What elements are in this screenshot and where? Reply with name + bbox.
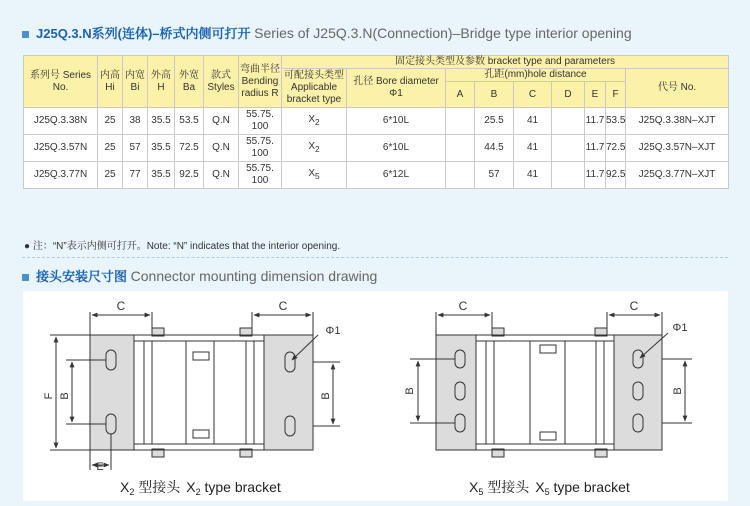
cell-e: 11.7 (585, 108, 606, 135)
cell-bracket (282, 162, 347, 189)
cell-bracket (282, 135, 347, 162)
cell-e: 11.7 (585, 135, 606, 162)
header-inner-width: 内宽 Bi (123, 56, 148, 108)
x2-label-e: E (96, 461, 104, 473)
cell-style: Q.N (204, 162, 239, 189)
header-col-d: D (552, 82, 585, 108)
cell-f: 92.5 (606, 162, 626, 189)
cell-bore: 6*10L (347, 108, 446, 135)
cell-code: J25Q.3.77N–XJT (626, 162, 729, 189)
cell-radius: 55.75. 100 (239, 135, 282, 162)
cell-e: 11.7 (585, 162, 606, 189)
x5-label-c-left: C (458, 299, 468, 313)
cell-code: J25Q.3.38N–XJT (626, 108, 729, 135)
x2-bracket-drawing (50, 312, 340, 470)
table-row (24, 162, 729, 189)
cell-b: 44.5 (475, 135, 514, 162)
cell-c: 41 (514, 108, 552, 135)
caption-en: type bracket (549, 479, 630, 495)
cell-radius: 55.75. 100 (239, 108, 282, 135)
cell-d (552, 162, 585, 189)
caption-sub: 5 (478, 487, 484, 497)
header-hole-distance: 孔距(mm)hole distance (446, 69, 626, 82)
bullet-icon (22, 274, 29, 281)
cell-f: 53.5 (606, 108, 626, 135)
section-title-en: Connector mounting dimension drawing (130, 268, 378, 284)
section-title-en: Series of J25Q.3.N(Connection)–Bridge type interior opening (254, 25, 632, 41)
cell-c: 41 (514, 162, 552, 189)
header-col-f: F (606, 82, 626, 108)
cell-b: 57 (475, 162, 514, 189)
cell-d (552, 108, 585, 135)
spec-table (23, 55, 729, 189)
table-note: ● 注：“N”表示内侧可打开。Note: “N” indicates that the interior opening. (24, 241, 341, 252)
cell-outer-width: 53.5 (175, 108, 204, 135)
section-title-specs (22, 23, 632, 42)
section-divider (22, 257, 728, 258)
section-title-cn: J25Q.3.N系列(连体)–桥式内侧可打开 (36, 26, 251, 41)
x5-label-phi: Φ1 (672, 322, 688, 334)
caption-cn: 型接头 (483, 479, 530, 495)
x5-label-c-right: C (629, 299, 639, 313)
x2-label-b-right: B (320, 392, 332, 400)
x5-label-b-left: B (404, 387, 416, 395)
section-title-drawing (22, 266, 377, 285)
bracket-subscript: 5 (315, 171, 320, 181)
header-col-e: E (585, 82, 606, 108)
x2-label-c-left: C (116, 299, 126, 313)
x2-label-b-left: B (59, 392, 71, 400)
cell-a (446, 162, 475, 189)
table-row (24, 108, 729, 135)
cell-inner-width: 77 (123, 162, 148, 189)
cell-c: 41 (514, 135, 552, 162)
cell-radius: 55.75. 100 (239, 162, 282, 189)
cell-a (446, 108, 475, 135)
header-styles: 款式 Styles (204, 56, 239, 108)
caption-sub-en: 5 (544, 487, 550, 497)
cell-inner-height: 25 (98, 108, 123, 135)
x2-caption (120, 479, 281, 497)
header-col-c: C (514, 82, 552, 108)
caption-sub: 2 (129, 487, 135, 497)
cell-series: J25Q.3.57N (24, 135, 98, 162)
cell-style: Q.N (204, 108, 239, 135)
drawing-canvas (23, 291, 728, 501)
header-col-a: A (446, 82, 475, 108)
drawing-panel (23, 291, 728, 501)
cell-inner-height: 25 (98, 162, 123, 189)
header-bore: 孔径 Bore diameter Φ1 (347, 69, 446, 108)
x2-label-phi: Φ1 (325, 325, 341, 337)
cell-f: 72.5 (606, 135, 626, 162)
cell-series: J25Q.3.77N (24, 162, 98, 189)
bracket-letter: X (308, 114, 316, 125)
caption-sub-en: 2 (195, 487, 201, 497)
caption-x-en: X (535, 479, 545, 495)
bracket-subscript: 2 (315, 144, 320, 154)
cell-inner-width: 38 (123, 108, 148, 135)
cell-bracket (282, 108, 347, 135)
bullet-icon (22, 31, 29, 38)
header-applicable-bracket: 可配接头类型 Applicable bracket type (282, 69, 347, 108)
section-title-cn: 接头安装尺寸图 (36, 269, 128, 284)
cell-outer-height: 35.5 (148, 162, 175, 189)
cell-bore: 6*12L (347, 162, 446, 189)
caption-cn: 型接头 (134, 479, 181, 495)
x5-caption (469, 479, 630, 497)
cell-outer-width: 92.5 (175, 162, 204, 189)
header-col-b: B (475, 82, 514, 108)
cell-code: J25Q.3.57N–XJT (626, 135, 729, 162)
header-bending-radius: 弯曲半径 Bending radius R (239, 56, 282, 108)
header-code: 代号 No. (626, 69, 729, 108)
cell-d (552, 135, 585, 162)
cell-style: Q.N (204, 135, 239, 162)
cell-outer-height: 35.5 (148, 135, 175, 162)
x2-label-f: F (43, 392, 55, 400)
bracket-letter: X (308, 141, 316, 152)
cell-inner-width: 57 (123, 135, 148, 162)
x2-left-plate (90, 335, 134, 450)
bracket-subscript: 2 (315, 117, 320, 127)
caption-x: X (120, 479, 130, 495)
caption-x-en: X (186, 479, 196, 495)
table-row (24, 135, 729, 162)
cell-inner-height: 25 (98, 135, 123, 162)
cell-b: 25.5 (475, 108, 514, 135)
cell-series: J25Q.3.38N (24, 108, 98, 135)
caption-x: X (469, 479, 479, 495)
bracket-letter: X (308, 168, 316, 179)
header-inner-height: 内高 Hi (98, 56, 123, 108)
x5-bracket-drawing (410, 312, 692, 457)
header-outer-height: 外高 H (148, 56, 175, 108)
caption-en: type bracket (200, 479, 281, 495)
x5-right-plate (614, 335, 662, 450)
header-fixed-bracket: 固定接头类型及参数 bracket type and parameters (282, 56, 729, 69)
header-outer-width: 外宽 Ba (175, 56, 204, 108)
x5-label-b-right: B (672, 387, 684, 395)
cell-bore: 6*10L (347, 135, 446, 162)
cell-a (446, 135, 475, 162)
cell-outer-width: 72.5 (175, 135, 204, 162)
x2-label-c-right: C (278, 299, 288, 313)
header-series: 系列号 Series No. (24, 56, 98, 108)
cell-outer-height: 35.5 (148, 108, 175, 135)
